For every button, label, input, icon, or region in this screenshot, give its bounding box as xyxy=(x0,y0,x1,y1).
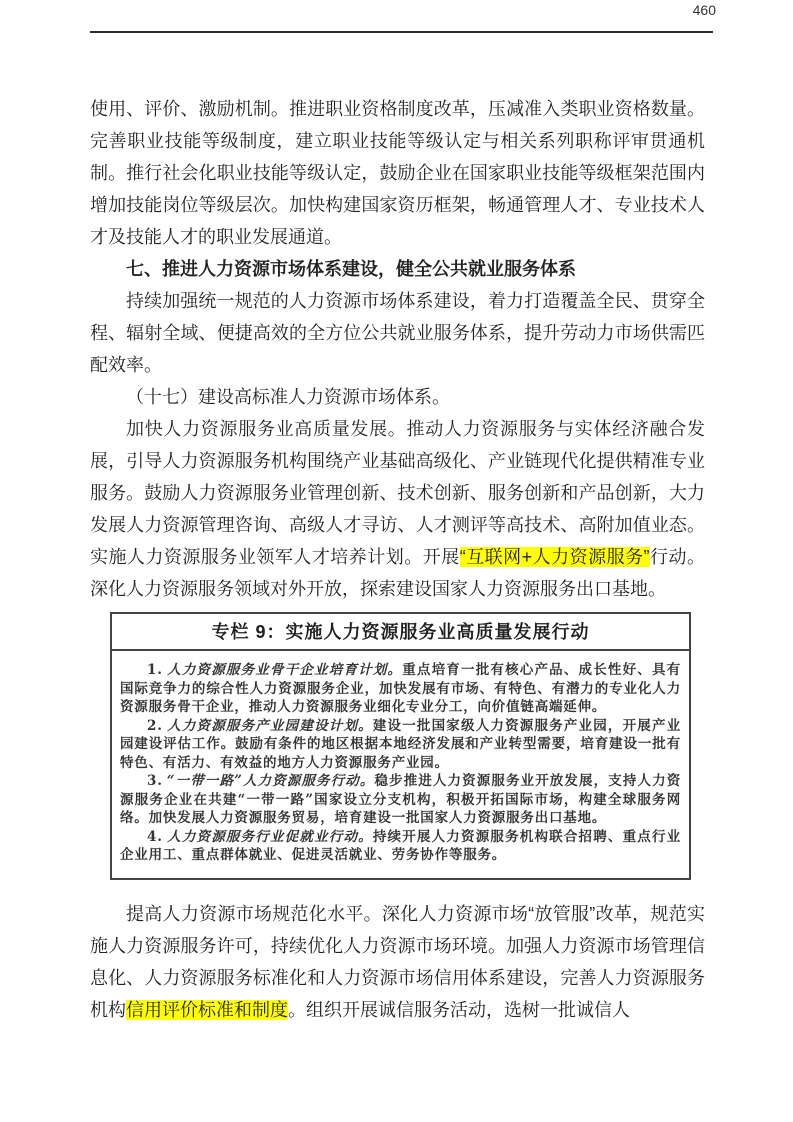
item-number: 3. xyxy=(147,773,163,789)
paragraph-text: 。组织开展诚信服务活动，选树一批诚信人 xyxy=(288,999,630,1020)
highlight-internet-plus-hr-services: “互联网+人力资源服务” xyxy=(459,547,650,567)
paragraph-continuation: 使用、评价、激励机制。推进职业资格制度改革，压减准入类职业资格数量。完善职业技能等级制度，建立职业技能等级认定与相关系列职称评审贯通机制。推行社会化职业技能等级认定，鼓励企业在国家职业技能等级框架范围内增加技能岗位等级层次。加快构建国家资历框架，畅通管理人才、专业技术人才及技能人才的职业发展通道。 xyxy=(90,99,705,247)
paragraph xyxy=(90,413,705,605)
callout-item-1 xyxy=(120,661,681,717)
callout-item-4 xyxy=(120,828,681,865)
section-heading: 七、推进人力资源市场体系建设，健全公共就业服务体系 xyxy=(126,259,576,279)
paragraph xyxy=(90,898,705,1026)
paragraph: 持续加强统一规范的人力资源市场体系建设，着力打造覆盖全民、贯穿全程、辐射全域、便捷高效的全方位公共就业服务体系，提升劳动力市场供需匹配效率。 xyxy=(90,291,705,375)
callout-box xyxy=(110,612,691,880)
callout-box-title: 专栏 9：实施人力资源服务业高质量发展行动 xyxy=(112,614,689,651)
item-number: 2. xyxy=(147,717,163,734)
page-number: 460 xyxy=(692,2,716,18)
item-number: 1. xyxy=(147,662,163,678)
item-body: 建设一批国家级人力资源服务产业园，开展产业园建设评估工作。鼓励有条件的地区根据本地经济发展和产业转型需要，培育建设一批有特色、有活力、有效益的地方人力资源服务产业园。 xyxy=(120,717,681,771)
page-content xyxy=(90,93,705,1026)
item-title: 人力资源服务业骨干企业培育计划。 xyxy=(166,662,403,678)
header-rule xyxy=(90,31,713,33)
paragraph-text: 加快人力资源服务业高质量发展。推动人力资源服务与实体经济融合发展，引导人力资源服务机构围绕产业基础高级化、产业链现代化提供精准专业服务。鼓励人力资源服务业管理创新、技术创新、服务创新和产品创新，大力发展人力资源管理咨询、高级人才寻访、人才测评等高技术、高附加值业态。实施人力资源服务业领军人才培养计划。开展 xyxy=(90,419,705,567)
highlight-credit-evaluation: 信用评价标准和制度 xyxy=(126,999,288,1020)
callout-item-3 xyxy=(120,772,681,828)
callout-item-2 xyxy=(120,717,681,773)
item-body: 持续开展人力资源服务机构联合招聘、重点行业企业用工、重点群体就业、促进灵活就业、劳务协作等服务。 xyxy=(120,828,681,863)
callout-box-body xyxy=(112,651,689,878)
item-body: 重点培育一批有核心产品、成长性好、具有国际竞争力的综合性人力资源服务企业，加快发展有市场、有特色、有潜力的专业化人力资源服务骨干企业，推动人力资源服务业细化专业分工，向价值链高端延伸。 xyxy=(120,662,681,715)
paragraph-text: 行动。深化人力资源服务领域对外开放，探索建设国家人力资源服务出口基地。 xyxy=(90,547,706,599)
item-body: 稳步推进人力资源服务业开放发展，支持人力资源服务企业在共建“一带一路”国家设立分支机构，积极开拓国际市场，构建全球服务网络。加快发展人力资源服务贸易，培育建设一批国家人力资源服务出口基地。 xyxy=(120,773,682,826)
paragraph-text: 提高人力资源市场规范化水平。深化人力资源市场“放管服”改革，规范实施人力资源服务许可，持续优化人力资源市场环境。加强人力资源市场管理信息化、人力资源服务标准化和人力资源市场信用体系建设，完善人力资源服务机构 xyxy=(90,903,705,1020)
item-number: 4. xyxy=(147,828,163,845)
item-title: “一带一路”人力资源服务行动。 xyxy=(166,773,375,789)
item-title: 人力资源服务行业促就业行动。 xyxy=(166,828,373,845)
subsection-paragraph: （十七）建设高标准人力资源市场体系。 xyxy=(126,387,450,407)
item-title: 人力资源服务产业园建设计划。 xyxy=(166,717,373,734)
